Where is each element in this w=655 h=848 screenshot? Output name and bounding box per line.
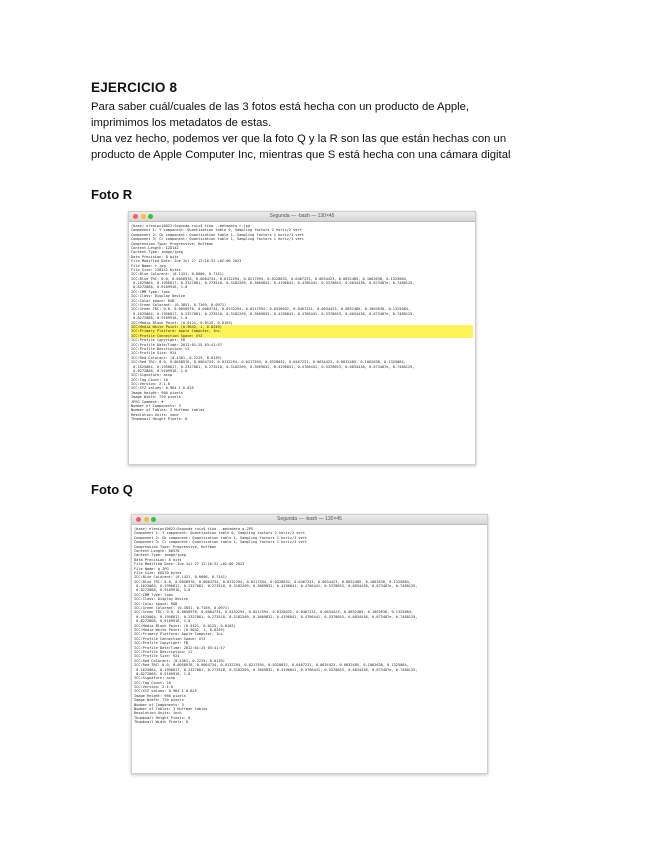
exercise-heading: EJERCICIO 8 [91,80,178,95]
terminal-line: Resolution Units: none [131,412,179,417]
terminal-line: ICC:Tag Count: 10 [131,377,168,382]
terminal-line: Data Precision: 8 bits [134,557,182,562]
terminal-line: ICC:Media Black Point: (0.0121, 0.0125, 0.0103) [134,623,236,628]
terminal-line: ICC:Profile Date/Time: 2012:01:25 03:41:57 [134,645,225,650]
terminal-line: (base) elenipc10022:Segunda ruiz$ tika --metadata q.JPG [134,527,253,531]
terminal-line: Component 3: Cr component: Quantization table 1, Sampling factors 1 horiz/1 vert [131,237,305,242]
terminal-line: ICC:Profile Copyright: FB [134,641,189,646]
paragraph-line: Una vez hecho, podemos ver que la foto Q y la R son las que están hechas con un [91,133,507,145]
terminal-line: 0.1625064, 0.1956817, 0.2327081, 0.273518, 0.3182269, 0.3669832, 0.4196841, 0.4766441, 0.5378653, 0.6034438, 0.673487e, 0.7480125, [131,281,415,286]
terminal-line: ICC:Signature: acsp [134,676,176,681]
terminal-line: Number of Components: 3 [134,702,184,707]
paragraph-line: producto de Apple Computer Inc, mientras que S está hecha con una cámara digital [91,149,511,161]
terminal-line: ICC:Color space: RGB [131,298,175,303]
terminal-line: File Modified Date: Jue Jul 27 12:16:32 +02:00 2023 [134,562,245,567]
terminal-line: ICC:Green Colorant: (0.3851, 0.7169, 0.0971) [131,303,227,308]
terminal-line: ICC:XYZ values: 0.964 1 0.825 [134,689,197,694]
terminal-line: ICC:Green TRC: 0.0, 0.0058976, 0.0064734, 0.0132294, 0.0217594, 0.0328032, 0.0467231, 0.0634423, 0.0832485, 0.1062638, 0.1325084, [134,610,414,615]
terminal-line: ICC:Media White Point: (0.9642, 1, 0.8249) [134,627,225,632]
terminal-line: ICC:Primary Platform: Apple Computer, Inc. [134,632,225,637]
terminal-line: ICC:Blue Colorant: (0.1431, 0.0606, 0.7141) [131,272,225,277]
terminal-line: ICC:Blue Colorant: (0.1431, 0.0606, 0.7141) [134,575,228,580]
paragraph-line: imprimimos los metadatos de estas. [91,117,272,129]
terminal-line: File Size: 128142 bytes [131,267,181,272]
terminal-line: Content-Type: image/jpeg [134,553,186,558]
terminal-line: Component 1: Y component: Quantization table 0, Sampling factors 2 horiz/2 vert [134,531,305,536]
terminal-line: Component 2: Cb component: Quantization table 1, Sampling factors 1 horiz/1 vert [134,535,308,540]
terminal-line: Number of Components: 3 [131,404,181,409]
terminal-line: Thumbnail Height Pixels: 0 [134,715,191,720]
highlighted-terminal-line: ICC:Profile Connection Space: XYZ [131,334,473,338]
terminal-line: 0.1625064, 0.1956817, 0.2327081, 0.273518, 0.3182269, 0.3669832, 0.4196841, 0.4766441, 0.5378653, 0.6034438, 0.673487e, 0.7480125, [131,364,415,369]
terminal-line: Compression Type: Progressive, Huffman [131,241,214,246]
terminal-line: ICC:Profile Size: 924 [131,351,177,356]
terminal-line: ICC:CMM Type: lcms [131,289,170,294]
terminal-line: ICC:Signature: acsp [131,373,173,378]
terminal-line: 0.8272868, 0.9109916, 1.0 [134,671,191,676]
terminal-line: 0.1625064, 0.1956817, 0.2327081, 0.273518, 0.3182269, 0.3669832, 0.4196841, 0.4766441, 0.5378653, 0.6034438, 0.673487e, 0.7480125, [134,584,418,589]
terminal-line: JPEG Comment: ♦ [131,399,164,404]
terminal-titlebar [132,515,487,525]
terminal-line: ICC:Color space: RGB [134,601,178,606]
terminal-line: 0.1625064, 0.1956817, 0.2327081, 0.273518, 0.3182269, 0.3669832, 0.4196841, 0.4766441, 0.5378653, 0.6034438, 0.673487e, 0.7480125, [134,667,418,672]
terminal-line: 0.1625064, 0.1956817, 0.2327081, 0.273518, 0.3182269, 0.3669832, 0.4196841, 0.4766441, 0.5378653, 0.6034438, 0.673487e, 0.7480125, [134,614,418,619]
terminal-titlebar [129,212,475,222]
terminal-line: ICC:Profile Connection Space: XYZ [134,636,206,641]
terminal-line: Resolution Units: inch [134,711,182,716]
terminal-window-foto-r [128,211,476,465]
terminal-line: 0.8272868, 0.9109916, 1.0 [131,285,188,290]
terminal-line: Component 1: Y component: Quantization table 0, Sampling factors 2 horiz/2 vert [131,228,302,233]
terminal-line: ICC:Class: Display Device [131,294,186,299]
terminal-line: ICC:Media Black Point: (0.0121, 0.0125, 0.0103) [131,320,233,325]
terminal-line: ICC:Version: 2.1.0 [131,382,170,387]
terminal-line: 0.1625064, 0.1956817, 0.2327081, 0.273518, 0.3182269, 0.3669832, 0.4196841, 0.4766441, 0.5378653, 0.6034438, 0.673487e, 0.7480125, [131,311,415,316]
terminal-line: ICC:Red Colorant: (0.4361, 0.2225, 0.0139) [131,355,222,360]
terminal-line: ICC:Green Colorant: (0.3851, 0.7169, 0.0971) [134,606,230,611]
terminal-line: File Name: q.JPG [134,566,169,571]
terminal-line: Thumbnail Width Pixels: 0 [134,720,189,725]
terminal-line: Image Width: 720 pixels [131,395,181,400]
terminal-line: Content-Length: 128142 [131,245,179,250]
terminal-line: ICC:Red TRC: 0.0, 0.0058976, 0.0064734, 0.0132294, 0.0217594, 0.0328032, 0.0467231, 0.0634423, 0.0832485, 0.1062638, 0.1325084, [131,360,406,365]
terminal-output[interactable] [129,222,475,422]
terminal-line: File Modified Date: Jue Jul 27 12:16:32 +02:00 2023 [131,259,242,264]
terminal-line: Image Height: 960 pixels [131,390,183,395]
highlighted-terminal-line: ICC:Media White Point: (0.9642, 1, 0.8249) [131,325,473,329]
terminal-line: ICC:Profile Date/Time: 2012:01:25 03:41:57 [131,342,222,347]
section-title-foto-r: Foto R [91,187,133,202]
terminal-line: Thumbnail Height Pixels: 0 [131,417,188,422]
terminal-line: ICC:Green TRC: 0.0, 0.0058976, 0.0064734, 0.0132294, 0.0217594, 0.0328032, 0.0467231, 0.0634423, 0.0832485, 0.1062638, 0.1325084, [131,307,411,312]
terminal-line: Image Height: 960 pixels [134,693,186,698]
terminal-title: Segunda — -bash — 130×45 [269,213,335,219]
terminal-line: ICC:Version: 2.1.0 [134,685,173,690]
terminal-line: ICC:Blue TRC: 0.0, 0.0058976, 0.0064734, 0.0132294, 0.0217594, 0.0328032, 0.0467231, 0.0634423, 0.0832485, 0.1062638, 0.1325084, [131,276,408,281]
terminal-title: Segunda — -bash — 130×45 [277,516,342,522]
terminal-line: Compression Type: Progressive, Huffman [134,544,217,549]
terminal-line: 0.8272868, 0.9109916, 1.0 [134,619,191,624]
terminal-line: ICC:Profile Description: c2 [131,346,190,351]
terminal-line: Content-Length: 66570 [134,548,180,553]
terminal-line: ICC:XYZ values: 0.964 1 0.825 [131,386,194,391]
terminal-line: ICC:CMM Type: lcms [134,592,173,597]
terminal-line: Content-Type: image/jpeg [131,250,183,255]
paragraph-line: Para saber cuál/cuales de las 3 fotos está hecha con un producto de Apple, [91,101,470,113]
terminal-line: Component 3: Cr component: Quantization table 1, Sampling factors 1 horiz/1 vert [134,540,308,545]
terminal-window-foto-q [131,514,488,774]
section-title-foto-q: Foto Q [91,482,133,497]
terminal-line: ICC:Red TRC: 0.0, 0.0058976, 0.0064734, 0.0132294, 0.0217594, 0.0328032, 0.0467231, 0.0634423, 0.0832485, 0.1062638, 0.1325084, [134,663,409,668]
terminal-line: Number of Tables: 3 Huffman tables [134,707,208,712]
terminal-line: File Size: 66570 bytes [134,570,182,575]
terminal-line: Image Width: 720 pixels [134,698,184,703]
terminal-output[interactable] [132,525,487,725]
terminal-line: ICC:Profile Size: 924 [134,654,180,659]
terminal-line: ICC:Red Colorant: (0.4361, 0.2225, 0.0139) [134,658,225,663]
terminal-line: ICC:Profile Copyright: FB [131,338,186,343]
highlighted-terminal-line: ICC:Primary Platform: Apple Computer, Inc. [131,329,473,333]
terminal-line: (base) elenipc10022:Segunda ruiz$ tika --metadata r.jpg [131,224,250,228]
terminal-line: File Name: r.jpg [131,263,166,268]
terminal-line: ICC:Blue TRC: 0.0, 0.0058976, 0.0064734, 0.0132294, 0.0217594, 0.0328032, 0.0467231, 0.0634423, 0.0832485, 0.1062638, 0.1325084, [134,579,411,584]
terminal-line: Data Precision: 8 bits [131,254,179,259]
terminal-line: Number of Tables: 3 Huffman tables [131,408,205,413]
terminal-line: Component 2: Cb component: Quantization table 1, Sampling factors 1 horiz/1 vert [131,232,305,237]
terminal-line: ICC:Tag Count: 10 [134,680,171,685]
terminal-line: ICC:Profile Description: c2 [134,649,193,654]
terminal-line: 0.8272868, 0.9109916, 1.0 [131,368,188,373]
terminal-line: 0.8272868, 0.9109916, 1.0 [134,588,191,593]
terminal-line: ICC:Class: Display Device [134,597,189,602]
terminal-line: 0.8272868, 0.9109916, 1.0 [131,316,188,321]
